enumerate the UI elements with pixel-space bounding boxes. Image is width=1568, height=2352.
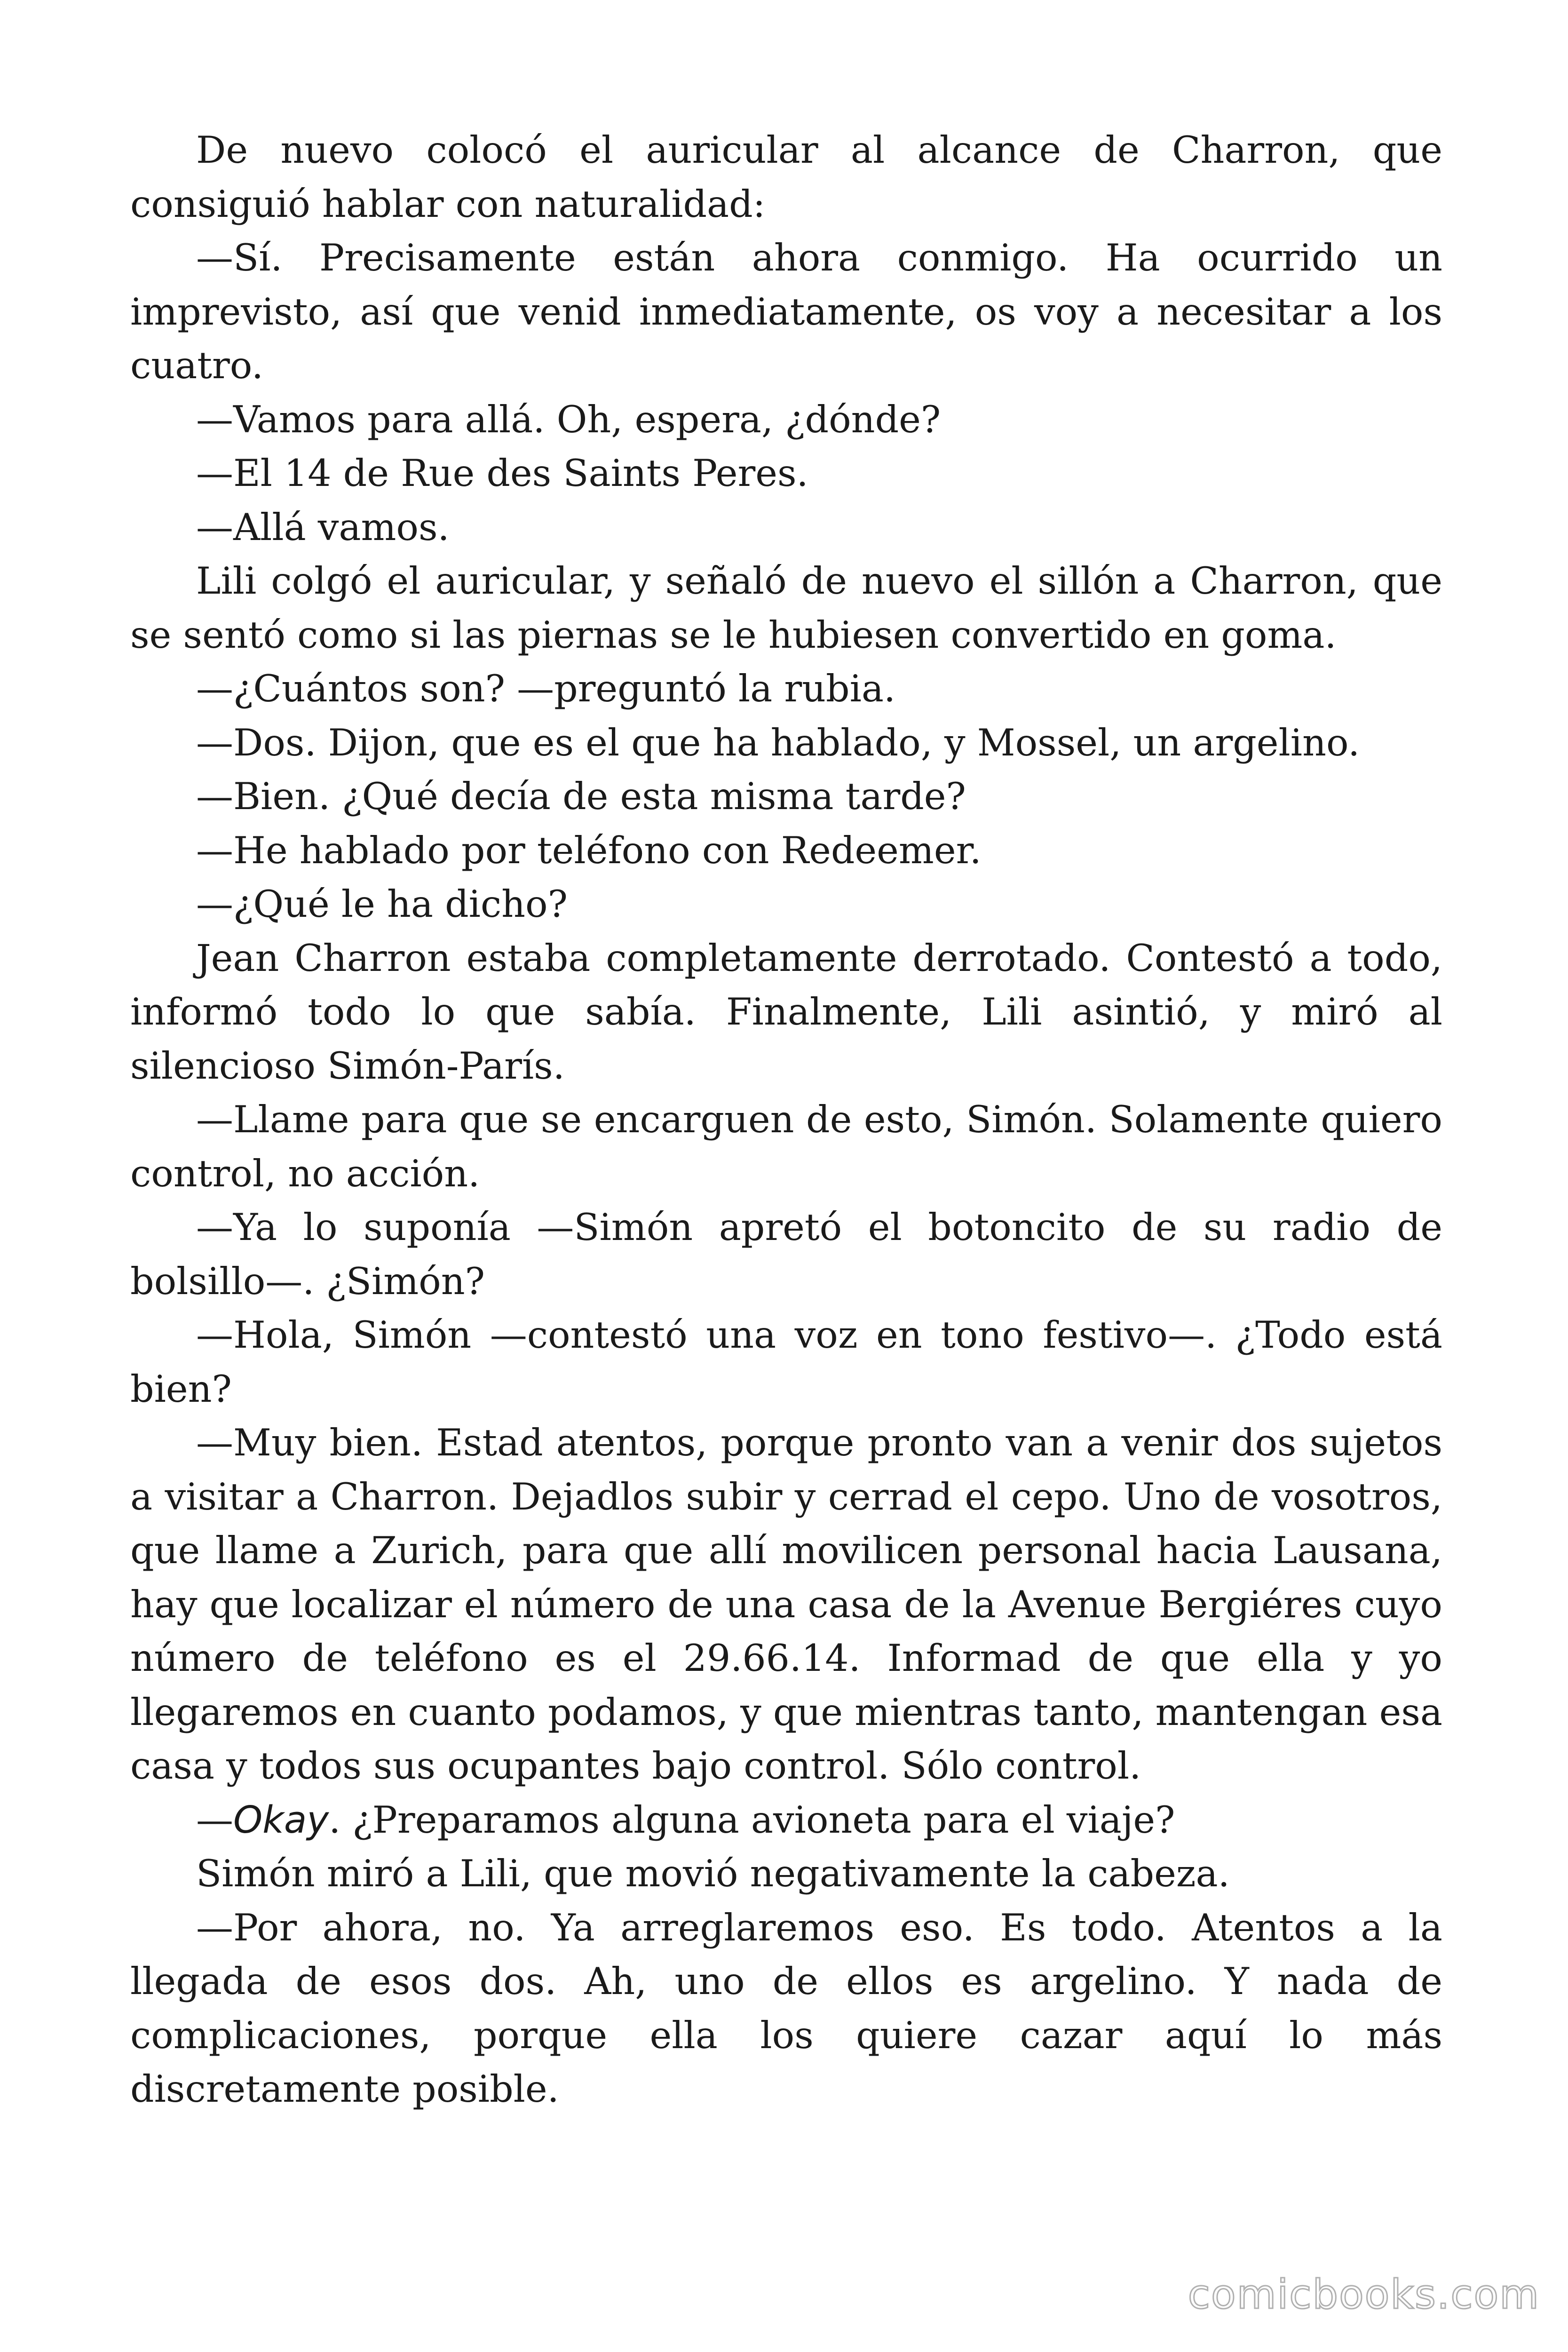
paragraph: —Bien. ¿Qué decía de esta misma tarde?: [196, 775, 966, 818]
paragraph: Lili colgó el auricular, y señaló de nuevo el sillón a Charron, que se sentó como si las piernas se le hubiesen convertido en goma.: [130, 559, 1442, 657]
paragraph: —Por ahora, no. Ya arreglaremos eso. Es todo. Atentos a la llegada de esos dos. Ah, uno de ellos es argelino. Y nada de complicaciones, porque ella los quiere cazar aquí lo más discretamente posible.: [130, 1906, 1442, 2111]
paragraph-rest: . ¿Preparamos alguna avioneta para el viaje?: [329, 1798, 1175, 1842]
paragraph: —Hola, Simón —contestó una voz en tono festivo—. ¿Todo está bien?: [130, 1313, 1442, 1411]
paragraph: —Sí. Precisamente están ahora conmigo. Ha ocurrido un imprevisto, así que venid inmediatamente, os voy a necesitar a los cuatro.: [130, 236, 1442, 387]
paragraph: Simón miró a Lili, que movió negativamente la cabeza.: [196, 1852, 1230, 1895]
paragraph: —He hablado por teléfono con Redeemer.: [196, 828, 982, 872]
watermark: comicbooks.com: [1188, 2271, 1540, 2318]
paragraph: —Vamos para allá. Oh, espera, ¿dónde?: [196, 397, 941, 441]
paragraph: —Allá vamos.: [196, 505, 450, 549]
paragraph: —Ya lo suponía —Simón apretó el botoncito de su radio de bolsillo—. ¿Simón?: [130, 1206, 1442, 1303]
paragraph: Jean Charron estaba completamente derrotado. Contestó a todo, informó todo lo que sabía. Finalmente, Lili asintió, y miró al silencioso Simón-París.: [130, 936, 1442, 1088]
paragraph: —El 14 de Rue des Saints Peres.: [196, 452, 808, 495]
paragraph: —Muy bien. Estad atentos, porque pronto van a venir dos sujetos a visitar a Charron. Dejadlos subir y cerrad el cepo. Uno de vosotros, que llame a Zurich, para que allí movilicen personal hacia Lausana, hay que localizar el número de una casa de la Avenue Bergiéres cuyo número de teléfono es el 29.66.14. Informad de que ella y yo llegaremos en cuanto podamos, y que mientras tanto, mantengan esa casa y todos sus ocupantes bajo control. Sólo control.: [130, 1421, 1442, 1788]
paragraph: —¿Qué le ha dicho?: [196, 882, 568, 926]
italic-word: Okay: [233, 1798, 329, 1842]
dialogue-dash: —: [196, 1798, 233, 1842]
book-page-text: [130, 123, 1442, 2116]
paragraph: De nuevo colocó el auricular al alcance de Charron, que consiguió hablar con naturalidad:: [130, 128, 1442, 226]
paragraph: —Llame para que se encarguen de esto, Simón. Solamente quiero control, no acción.: [130, 1098, 1442, 1195]
paragraph: [130, 1793, 1442, 1847]
paragraph: —Dos. Dijon, que es el que ha hablado, y Mossel, un argelino.: [196, 721, 1360, 764]
paragraph: —¿Cuántos son? —preguntó la rubia.: [196, 667, 896, 710]
